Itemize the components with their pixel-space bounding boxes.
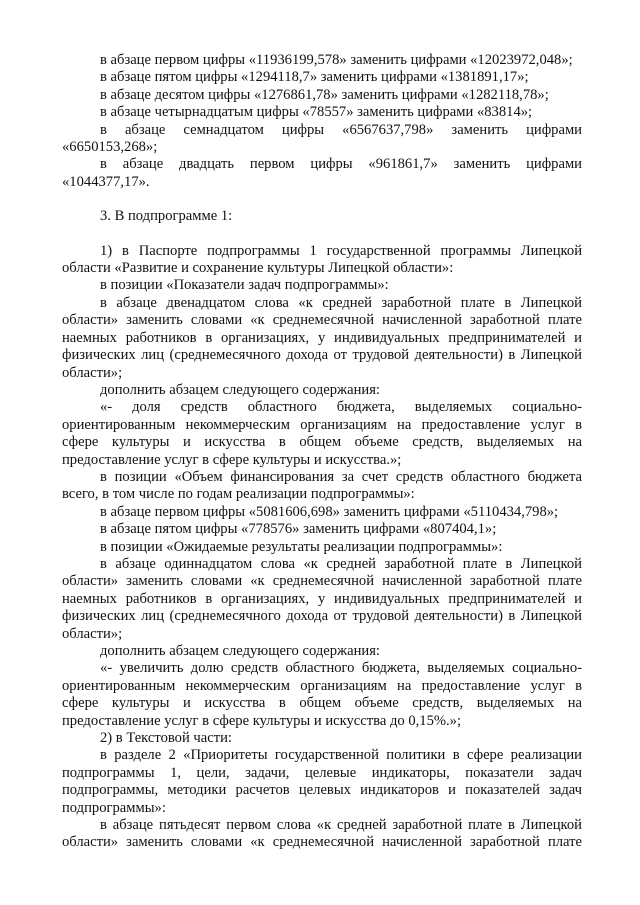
paragraph-13: в позиции «Объем финансирования за счет средств областного бюджета всего, в том числе по годам реализации подпрограммы»: xyxy=(62,468,582,503)
paragraph-20: 2) в Текстовой части: xyxy=(100,730,232,747)
paragraph-21: в разделе 2 «Приоритеты государственной политики в сфере реализации подпрограммы 1, цели, задачи, целевые индикаторы, показатели задач подпрограммы, методики расчетов целевых индикаторов и показателей задач подпрограммы»: xyxy=(62,747,582,816)
paragraph-17: в абзаце одиннадцатом слова «к средней заработной плате в Липецкой области» заменить словами «к среднемесячной начисленной заработной плате наемных работников в организациях, у индивидуальных предпринимателей и физических лиц (среднемесячного дохода от трудовой деятельности) в Липецкой области»; xyxy=(62,555,582,642)
paragraph-15: в абзаце пятом цифры «778576» заменить цифрами «807404,1»; xyxy=(100,521,497,538)
paragraph-2: в абзаце пятом цифры «1294118,7» заменить цифрами «1381891,17»; xyxy=(100,69,529,86)
paragraph-18: дополнить абзацем следующего содержания: xyxy=(100,643,380,659)
paragraph-6: в абзаце двадцать первом цифры «961861,7» заменить цифрами «1044377,17». xyxy=(62,156,582,190)
paragraph-9: в позиции «Показатели задач подпрограммы»: xyxy=(100,277,389,294)
paragraph-19: «- увеличить долю средств областного бюджета, выделяемых социально-ориентированным некоммерческим организациям на предоставление услуг в сфере культуры и искусства в общем объеме средств, выделяемых на предоставление услуг в сфере культуры и искусства до 0,15%.»; xyxy=(62,660,582,729)
paragraph-11: дополнить абзацем следующего содержания: xyxy=(100,381,380,398)
paragraph-16: в позиции «Ожидаемые результаты реализации подпрограммы»: xyxy=(100,538,503,555)
paragraph-1: в абзаце первом цифры «11936199,578» заменить цифрами «12023972,048»; xyxy=(100,52,573,68)
paragraph-10: в абзаце двенадцатом слова «к средней заработной плате в Липецкой области» заменить словами «к среднемесячной начисленной заработной плате наемных работников в организациях, у индивидуальных предпринимателей и физических лиц (среднемесячного дохода от трудовой деятельности) в Липецкой области»; xyxy=(62,294,582,381)
paragraph-22: в абзаце пятьдесят первом слова «к средней заработной плате в Липецкой области» заменить словами «к среднемесячной начисленной заработной плате xyxy=(62,817,582,851)
paragraph-5: в абзаце семнадцатом цифры «6567637,798» заменить цифрами «6650153,268»; xyxy=(62,121,582,156)
paragraph-14: в абзаце первом цифры «5081606,698» заменить цифрами «5110434,798»; xyxy=(100,503,559,520)
paragraph-4: в абзаце четырнадцатым цифры «78557» заменить цифрами «83814»; xyxy=(100,104,533,121)
paragraph-3: в абзаце десятом цифры «1276861,78» заменить цифрами «1282118,78»; xyxy=(100,86,549,103)
section-heading: 3. В подпрограмме 1: xyxy=(100,208,233,225)
document-page xyxy=(62,52,582,852)
paragraph-12: «- доля средств областного бюджета, выделяемых социально-ориентированным некоммерческим организациям на предоставление услуг в сфере культуры и искусства в общем объеме средств, выделяемых на предоставление услуг в сфере культуры и искусства.»; xyxy=(62,399,582,468)
paragraph-8: 1) в Паспорте подпрограммы 1 государственной программы Липецкой области «Развитие и сохранение культуры Липецкой области»: xyxy=(62,242,582,277)
